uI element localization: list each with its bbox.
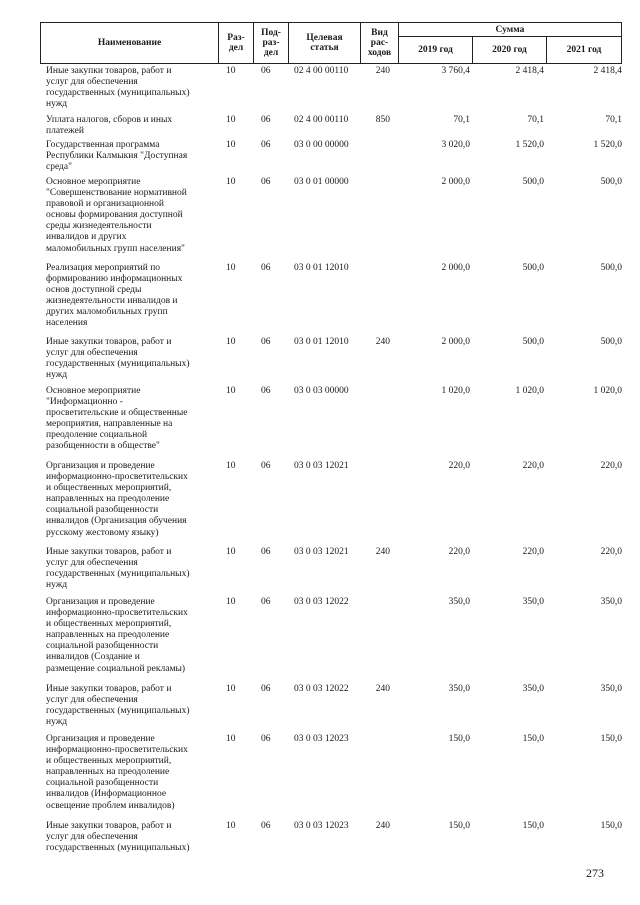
row-sum-2021: 500,0 — [600, 177, 622, 187]
row-sum-2020: 350,0 — [522, 597, 544, 607]
row-razdel: 10 — [226, 386, 236, 396]
row-podrazdel: 06 — [261, 597, 271, 607]
row-sum-2021: 1 520,0 — [593, 140, 622, 150]
row-vid: 240 — [375, 547, 390, 557]
row-name: Основное мероприятие "Информационно - просветительские и общественные мероприятия, направленные на преодоление социальной разобщенности в обществе" — [46, 386, 188, 452]
header-vid: Вид рас- ходов — [361, 23, 399, 63]
row-sum-2019: 220,0 — [448, 547, 470, 557]
row-celevaya: 03 0 03 12021 — [294, 461, 349, 471]
row-podrazdel: 06 — [261, 547, 271, 557]
row-celevaya: 03 0 03 12022 — [294, 684, 349, 694]
row-name: Государственная программа Республики Калмыкия "Доступная среда" — [46, 140, 188, 173]
row-celevaya: 03 0 03 12022 — [294, 597, 349, 607]
header-name: Наименование — [41, 23, 219, 63]
row-celevaya: 03 0 01 12010 — [294, 337, 349, 347]
row-podrazdel: 06 — [261, 337, 271, 347]
page-number: 273 — [586, 866, 604, 880]
row-celevaya: 03 0 03 12023 — [294, 734, 349, 744]
row-podrazdel: 06 — [261, 684, 271, 694]
row-sum-2019: 350,0 — [448, 597, 470, 607]
row-celevaya: 03 0 01 12010 — [294, 263, 349, 273]
header-year-2019: 2019 год — [399, 37, 473, 63]
row-razdel: 10 — [226, 734, 236, 744]
row-name: Основное мероприятие "Совершенствование нормативной правовой и организационной основы формирования доступной среды жизнедеятельности инвалидов и других маломобильных групп населения" — [46, 177, 187, 254]
row-celevaya: 02 4 00 00110 — [294, 66, 349, 76]
row-name: Организация и проведение информационно-просветительских и общественных мероприятий, направленных на преодоление социальной разобщенности инвалидов (Создание и размещение социальной рекламы) — [46, 597, 188, 674]
row-podrazdel: 06 — [261, 115, 271, 125]
header-year-2020: 2020 год — [473, 37, 547, 63]
row-sum-2020: 500,0 — [522, 263, 544, 273]
row-sum-2020: 220,0 — [522, 547, 544, 557]
row-razdel: 10 — [226, 597, 236, 607]
header-summa: Сумма — [399, 23, 621, 37]
row-sum-2019: 70,1 — [453, 115, 470, 125]
row-podrazdel: 06 — [261, 821, 271, 831]
row-name: Иные закупки товаров, работ и услуг для обеспечения государственных (муниципальных) нужд — [46, 337, 190, 381]
row-name: Реализация мероприятий по формированию информационных основ доступной среды жизнедеятельности инвалидов и других маломобильных групп населения — [46, 263, 183, 329]
row-sum-2019: 150,0 — [448, 821, 470, 831]
row-vid: 240 — [375, 821, 390, 831]
row-podrazdel: 06 — [261, 461, 271, 471]
row-sum-2021: 150,0 — [600, 821, 622, 831]
row-sum-2019: 2 000,0 — [441, 263, 470, 273]
row-razdel: 10 — [226, 684, 236, 694]
row-sum-2021: 350,0 — [600, 684, 622, 694]
row-sum-2019: 350,0 — [448, 684, 470, 694]
row-sum-2019: 3 760,4 — [441, 66, 470, 76]
row-sum-2021: 2 418,4 — [593, 66, 622, 76]
row-sum-2020: 1 520,0 — [515, 140, 544, 150]
row-name: Иные закупки товаров, работ и услуг для обеспечения государственных (муниципальных) — [46, 821, 190, 854]
row-sum-2021: 350,0 — [600, 597, 622, 607]
row-sum-2021: 70,1 — [605, 115, 622, 125]
row-sum-2021: 220,0 — [600, 461, 622, 471]
row-vid: 240 — [375, 337, 390, 347]
row-sum-2021: 220,0 — [600, 547, 622, 557]
row-name: Иные закупки товаров, работ и услуг для обеспечения государственных (муниципальных) нужд — [46, 66, 190, 110]
row-sum-2021: 500,0 — [600, 337, 622, 347]
row-sum-2020: 500,0 — [522, 177, 544, 187]
row-vid: 850 — [375, 115, 390, 125]
row-sum-2019: 2 000,0 — [441, 337, 470, 347]
header-razdel: Раз- дел — [219, 23, 254, 63]
row-razdel: 10 — [226, 66, 236, 76]
row-sum-2019: 220,0 — [448, 461, 470, 471]
row-podrazdel: 06 — [261, 263, 271, 273]
row-sum-2020: 500,0 — [522, 337, 544, 347]
row-razdel: 10 — [226, 263, 236, 273]
row-razdel: 10 — [226, 115, 236, 125]
row-name: Организация и проведение информационно-просветительских и общественных мероприятий, направленных на преодоление социальной разобщенности инвалидов (Информационное освещение проблем инвалидов) — [46, 734, 188, 811]
table-header — [40, 22, 622, 64]
row-sum-2019: 2 000,0 — [441, 177, 470, 187]
row-celevaya: 03 0 03 12021 — [294, 547, 349, 557]
row-sum-2020: 150,0 — [522, 734, 544, 744]
row-podrazdel: 06 — [261, 66, 271, 76]
row-razdel: 10 — [226, 140, 236, 150]
header-celevaya: Целевая статья — [289, 23, 361, 63]
row-name: Иные закупки товаров, работ и услуг для обеспечения государственных (муниципальных) нужд — [46, 684, 190, 728]
header-year-2021: 2021 год — [566, 45, 602, 55]
row-sum-2019: 1 020,0 — [441, 386, 470, 396]
row-vid: 240 — [375, 684, 390, 694]
row-sum-2021: 150,0 — [600, 734, 622, 744]
row-sum-2020: 2 418,4 — [515, 66, 544, 76]
row-podrazdel: 06 — [261, 140, 271, 150]
row-sum-2019: 3 020,0 — [441, 140, 470, 150]
row-sum-2020: 150,0 — [522, 821, 544, 831]
header-podrazdel: Под- раз- дел — [254, 23, 289, 63]
row-razdel: 10 — [226, 337, 236, 347]
row-name: Иные закупки товаров, работ и услуг для обеспечения государственных (муниципальных) нужд — [46, 547, 190, 591]
row-sum-2020: 70,1 — [527, 115, 544, 125]
row-celevaya: 02 4 00 00110 — [294, 115, 349, 125]
row-podrazdel: 06 — [261, 386, 271, 396]
row-sum-2021: 500,0 — [600, 263, 622, 273]
row-vid: 240 — [375, 66, 390, 76]
row-razdel: 10 — [226, 547, 236, 557]
row-name: Уплата налогов, сборов и иных платежей — [46, 115, 173, 137]
row-celevaya: 03 0 03 12023 — [294, 821, 349, 831]
row-sum-2021: 1 020,0 — [593, 386, 622, 396]
row-name: Организация и проведение информационно-просветительских и общественных мероприятий, направленных на преодоление социальной разобщенности инвалидов (Организация обучения русскому жестовому языку) — [46, 461, 188, 538]
row-razdel: 10 — [226, 177, 236, 187]
row-razdel: 10 — [226, 821, 236, 831]
row-sum-2020: 350,0 — [522, 684, 544, 694]
row-celevaya: 03 0 03 00000 — [294, 386, 349, 396]
row-podrazdel: 06 — [261, 734, 271, 744]
row-sum-2020: 1 020,0 — [515, 386, 544, 396]
row-sum-2019: 150,0 — [448, 734, 470, 744]
row-razdel: 10 — [226, 461, 236, 471]
row-sum-2020: 220,0 — [522, 461, 544, 471]
row-celevaya: 03 0 01 00000 — [294, 177, 349, 187]
row-celevaya: 03 0 00 00000 — [294, 140, 349, 150]
row-podrazdel: 06 — [261, 177, 271, 187]
